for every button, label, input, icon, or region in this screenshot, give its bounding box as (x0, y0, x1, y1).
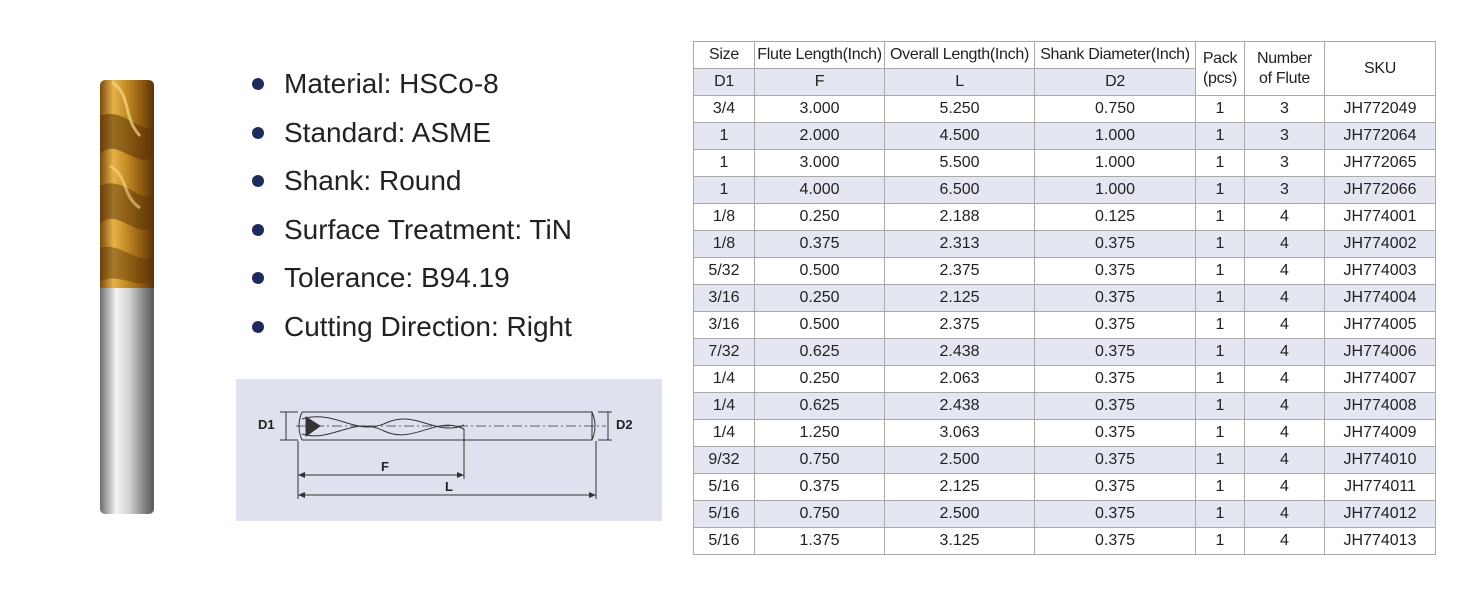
cell-flute-length: 1.250 (755, 420, 885, 447)
table-row (694, 339, 1436, 366)
cell-overall-length: 3.125 (885, 528, 1035, 555)
cell-pack: 1 (1196, 312, 1245, 339)
col-flute-length: Flute Length(Inch) (755, 42, 885, 69)
cell-flute-length: 4.000 (755, 177, 885, 204)
cell-overall-length: 2.438 (885, 339, 1035, 366)
cell-pack: 1 (1196, 204, 1245, 231)
cell-flute-length: 3.000 (755, 96, 885, 123)
cell-flutes: 4 (1245, 258, 1325, 285)
cell-flute-length: 0.250 (755, 366, 885, 393)
cell-size: 1/4 (694, 420, 755, 447)
cell-size: 1/8 (694, 204, 755, 231)
cell-flutes: 3 (1245, 150, 1325, 177)
cell-sku: JH772064 (1325, 123, 1436, 150)
bullet-icon (252, 272, 264, 284)
cell-sku: JH772066 (1325, 177, 1436, 204)
cell-size: 3/4 (694, 96, 755, 123)
cell-flute-length: 0.750 (755, 447, 885, 474)
cell-sku: JH774010 (1325, 447, 1436, 474)
cell-shank-diameter: 0.375 (1035, 393, 1196, 420)
cell-flutes: 4 (1245, 501, 1325, 528)
cell-flute-length: 0.250 (755, 204, 885, 231)
cell-shank-diameter: 0.375 (1035, 366, 1196, 393)
cell-pack: 1 (1196, 366, 1245, 393)
end-mill-product-image (92, 76, 162, 518)
cell-size: 5/16 (694, 501, 755, 528)
cell-pack: 1 (1196, 420, 1245, 447)
cell-flutes: 3 (1245, 123, 1325, 150)
table-row (694, 204, 1436, 231)
cell-pack: 1 (1196, 285, 1245, 312)
cell-sku: JH774003 (1325, 258, 1436, 285)
cell-shank-diameter: 0.375 (1035, 285, 1196, 312)
f-label: F (381, 459, 389, 474)
cell-size: 1 (694, 177, 755, 204)
spec-value: HSCo-8 (399, 68, 499, 99)
sub-d1: D1 (694, 69, 755, 96)
col-flutes: Number of Flute (1245, 42, 1325, 96)
cell-pack: 1 (1196, 177, 1245, 204)
dimension-diagram (236, 379, 662, 521)
cell-flute-length: 0.375 (755, 231, 885, 258)
cell-sku: JH774009 (1325, 420, 1436, 447)
col-size: Size (694, 42, 755, 69)
cell-overall-length: 2.375 (885, 258, 1035, 285)
table-row (694, 312, 1436, 339)
cell-pack: 1 (1196, 447, 1245, 474)
cell-sku: JH774002 (1325, 231, 1436, 258)
cell-sku: JH774005 (1325, 312, 1436, 339)
spec-value: ASME (411, 116, 492, 148)
cell-pack: 1 (1196, 501, 1245, 528)
cell-sku: JH774013 (1325, 528, 1436, 555)
spec-list (248, 62, 572, 353)
cell-flutes: 3 (1245, 177, 1325, 204)
spec-item-cutting-direction: Cutting Direction: Right (248, 305, 572, 354)
d2-label: D2 (616, 417, 633, 432)
cell-overall-length: 5.500 (885, 150, 1035, 177)
cell-size: 5/16 (694, 528, 755, 555)
cell-shank-diameter: 0.375 (1035, 420, 1196, 447)
sub-d2: D2 (1035, 69, 1196, 96)
cell-shank-diameter: 1.000 (1035, 177, 1196, 204)
cell-flute-length: 1.375 (755, 528, 885, 555)
cell-sku: JH774006 (1325, 339, 1436, 366)
table-row (694, 366, 1436, 393)
table-row (694, 285, 1436, 312)
cell-overall-length: 3.063 (885, 420, 1035, 447)
cell-size: 3/16 (694, 285, 755, 312)
cell-shank-diameter: 0.375 (1035, 528, 1196, 555)
table-row (694, 231, 1436, 258)
cell-pack: 1 (1196, 474, 1245, 501)
table-row (694, 447, 1436, 474)
cell-flutes: 4 (1245, 339, 1325, 366)
cell-size: 5/16 (694, 474, 755, 501)
sub-f: F (755, 69, 885, 96)
spec-item-surface-treatment: Surface Treatment: TiN (248, 208, 572, 257)
cell-flute-length: 3.000 (755, 150, 885, 177)
table-body (694, 96, 1436, 555)
cell-flutes: 4 (1245, 447, 1325, 474)
cell-flute-length: 0.625 (755, 339, 885, 366)
cell-sku: JH774004 (1325, 285, 1436, 312)
cell-size: 3/16 (694, 312, 755, 339)
cell-pack: 1 (1196, 339, 1245, 366)
cell-overall-length: 6.500 (885, 177, 1035, 204)
spec-item-standard: Standard: ASME (248, 111, 572, 160)
table-row (694, 96, 1436, 123)
cell-shank-diameter: 0.375 (1035, 474, 1196, 501)
cell-shank-diameter: 0.125 (1035, 204, 1196, 231)
col-sku: SKU (1325, 42, 1436, 96)
d1-label: D1 (258, 417, 275, 432)
cell-sku: JH774008 (1325, 393, 1436, 420)
cell-sku: JH774011 (1325, 474, 1436, 501)
cell-sku: JH774007 (1325, 366, 1436, 393)
cell-overall-length: 2.063 (885, 366, 1035, 393)
cell-shank-diameter: 0.375 (1035, 501, 1196, 528)
spec-value: Round (378, 165, 462, 196)
cell-flutes: 4 (1245, 312, 1325, 339)
cell-size: 5/32 (694, 258, 755, 285)
cell-shank-diameter: 0.375 (1035, 447, 1196, 474)
cell-sku: JH774012 (1325, 501, 1436, 528)
table-row (694, 150, 1436, 177)
cell-pack: 1 (1196, 231, 1245, 258)
cell-pack: 1 (1196, 150, 1245, 177)
spec-item-material: Material: HSCo-8 (248, 62, 572, 111)
cell-overall-length: 2.500 (885, 501, 1035, 528)
bullet-icon (252, 78, 264, 90)
cell-size: 1 (694, 123, 755, 150)
table-row (694, 528, 1436, 555)
spec-item-shank: Shank: Round (248, 159, 572, 208)
bullet-icon (252, 224, 264, 236)
spec-value: Right (506, 310, 572, 342)
table-row (694, 258, 1436, 285)
cell-shank-diameter: 1.000 (1035, 150, 1196, 177)
cell-overall-length: 2.438 (885, 393, 1035, 420)
table-row (694, 123, 1436, 150)
cell-overall-length: 5.250 (885, 96, 1035, 123)
cell-flutes: 4 (1245, 285, 1325, 312)
col-pack: Pack (pcs) (1196, 42, 1245, 96)
cell-pack: 1 (1196, 258, 1245, 285)
spec-item-tolerance: Tolerance: B94.19 (248, 256, 572, 305)
col-overall-length: Overall Length(Inch) (885, 42, 1035, 69)
spec-value: B94.19 (420, 262, 510, 293)
cell-overall-length: 2.313 (885, 231, 1035, 258)
cell-sku: JH772065 (1325, 150, 1436, 177)
cell-flute-length: 0.250 (755, 285, 885, 312)
cell-overall-length: 2.188 (885, 204, 1035, 231)
bullet-icon (252, 175, 264, 187)
cell-sku: JH772049 (1325, 96, 1436, 123)
table-header-row (694, 42, 1436, 69)
cell-pack: 1 (1196, 393, 1245, 420)
cell-shank-diameter: 0.375 (1035, 258, 1196, 285)
cell-flutes: 4 (1245, 420, 1325, 447)
cell-overall-length: 4.500 (885, 123, 1035, 150)
cell-shank-diameter: 0.375 (1035, 312, 1196, 339)
cell-flutes: 4 (1245, 393, 1325, 420)
cell-flutes: 4 (1245, 474, 1325, 501)
cell-flutes: 3 (1245, 96, 1325, 123)
cell-overall-length: 2.125 (885, 285, 1035, 312)
cell-size: 7/32 (694, 339, 755, 366)
table-row (694, 177, 1436, 204)
cell-shank-diameter: 0.375 (1035, 339, 1196, 366)
cell-sku: JH774001 (1325, 204, 1436, 231)
cell-flutes: 4 (1245, 528, 1325, 555)
cell-flute-length: 0.625 (755, 393, 885, 420)
table-row (694, 420, 1436, 447)
cell-overall-length: 2.500 (885, 447, 1035, 474)
cell-flutes: 4 (1245, 231, 1325, 258)
table-row (694, 393, 1436, 420)
cell-pack: 1 (1196, 528, 1245, 555)
cell-size: 1/4 (694, 393, 755, 420)
cell-pack: 1 (1196, 123, 1245, 150)
cell-flutes: 4 (1245, 366, 1325, 393)
cell-flute-length: 0.375 (755, 474, 885, 501)
bullet-icon (252, 321, 264, 333)
bullet-icon (252, 127, 264, 139)
cell-size: 1/8 (694, 231, 755, 258)
cell-flute-length: 0.750 (755, 501, 885, 528)
table-row (694, 501, 1436, 528)
cell-flute-length: 0.500 (755, 258, 885, 285)
cell-size: 1/4 (694, 366, 755, 393)
cell-size: 9/32 (694, 447, 755, 474)
sub-l: L (885, 69, 1035, 96)
cell-flute-length: 0.500 (755, 312, 885, 339)
table-row (694, 474, 1436, 501)
cell-pack: 1 (1196, 96, 1245, 123)
spec-value: TiN (529, 213, 572, 245)
cell-shank-diameter: 1.000 (1035, 123, 1196, 150)
sku-table (693, 41, 1436, 555)
col-shank-diameter: Shank Diameter(Inch) (1035, 42, 1196, 69)
cell-flutes: 4 (1245, 204, 1325, 231)
cell-overall-length: 2.125 (885, 474, 1035, 501)
end-mill-drawing (236, 379, 662, 521)
cell-size: 1 (694, 150, 755, 177)
cell-flute-length: 2.000 (755, 123, 885, 150)
cell-shank-diameter: 0.375 (1035, 231, 1196, 258)
cell-overall-length: 2.375 (885, 312, 1035, 339)
cell-shank-diameter: 0.750 (1035, 96, 1196, 123)
l-label: L (445, 479, 453, 494)
